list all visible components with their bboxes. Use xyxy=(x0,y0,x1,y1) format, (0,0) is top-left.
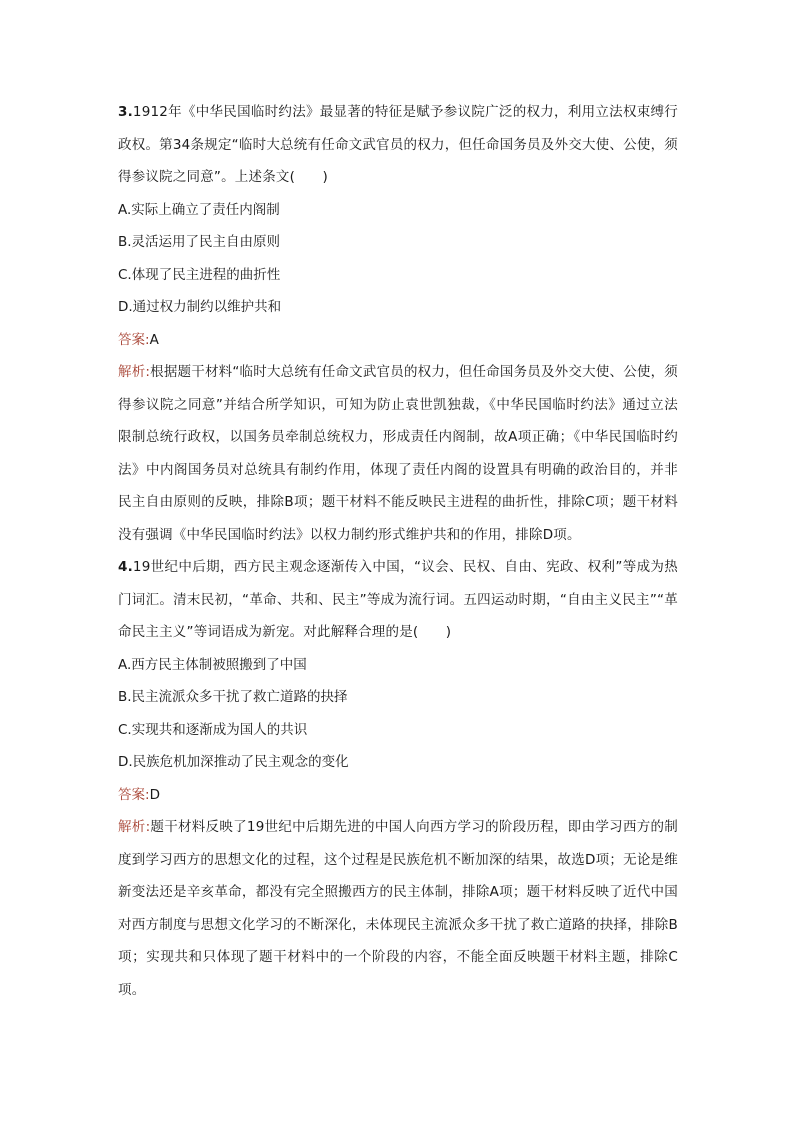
answer xyxy=(118,779,678,812)
analysis xyxy=(118,356,678,551)
analysis-text: 根据题干材料“临时大总统有任命文武官员的权力，但任命国务员及外交大使、公使，须得参议院之同意”并结合所学知识，可知为防止袁世凯独裁，《中华民国临时约法》通过立法限制总统行政权，以国务员牵制总统权力，形成责任内阁制，故A项正确；《中华民国临时约法》中内阁国务员对总统具有制约作用，体现了责任内阁的设置具有明确的政治目的，并非民主自由原则的反映，排除B项；题干材料不能反映民主进程的曲折性，排除C项；题干材料没有强调《中华民国临时约法》以权力制约形式维护共和的作用，排除D项。 xyxy=(118,364,678,543)
analysis-label: 解析: xyxy=(118,364,151,380)
question-stem xyxy=(118,96,678,194)
answer-label: 答案: xyxy=(118,786,150,803)
option-b: B.灵活运用了民主自由原则 xyxy=(118,234,281,250)
answer-value: A xyxy=(149,331,159,348)
option-b: B.民主流派众多干扰了救亡道路的抉择 xyxy=(118,689,348,705)
question-stem-text: 19世纪中后期，西方民主观念逐渐传入中国，“议会、民权、自由、宪政、权利”等成为热门词汇。清末民初，“革命、共和、民主”等成为流行词。五四运动时期，“自由主义民主”“革命民主主义”等词语成为新宠。对此解释合理的是( ) xyxy=(118,559,678,640)
question-stem-text: 1912年《中华民国临时约法》最显著的特征是赋予参议院广泛的权力，利用立法权束缚行政权。第34条规定“临时大总统有任命文武官员的权力，但任命国务员及外交大使、公使，须得参议院之同意”。上述条文( ) xyxy=(118,104,678,185)
option-c: C.体现了民主进程的曲折性 xyxy=(118,266,281,283)
analysis-text: 题干材料反映了19世纪中后期先进的中国人向西方学习的阶段历程，即由学习西方的制度到学习西方的思想文化的过程，这个过程是民族危机不断加深的结果，故选D项；无论是维新变法还是辛亥革命，都没有完全照搬西方的民主体制，排除A项；题干材料反映了近代中国对西方制度与思想文化学习的不断深化，未体现民主流派众多干扰了救亡道路的抉择，排除B项；实现共和只体现了题干材料中的一个阶段的内容，不能全面反映题干材料主题，排除C项。 xyxy=(118,819,678,998)
question-number: 4. xyxy=(118,559,133,575)
question-number: 3. xyxy=(118,104,133,120)
question-stem xyxy=(118,551,678,649)
option-d: D.民族危机加深推动了民主观念的变化 xyxy=(118,754,349,770)
answer-value: D xyxy=(149,786,160,803)
option-a: A.实际上确立了责任内阁制 xyxy=(118,201,280,218)
option-a: A.西方民主体制被照搬到了中国 xyxy=(118,656,307,673)
answer-label: 答案: xyxy=(118,331,150,348)
question-3 xyxy=(118,96,678,551)
analysis xyxy=(118,811,678,1006)
question-4 xyxy=(118,551,678,1006)
document-page xyxy=(118,96,678,1006)
analysis-label: 解析: xyxy=(118,819,151,835)
answer xyxy=(118,324,678,357)
option-d: D.通过权力制约以维护共和 xyxy=(118,299,282,315)
option-c: C.实现共和逐渐成为国人的共识 xyxy=(118,721,308,738)
